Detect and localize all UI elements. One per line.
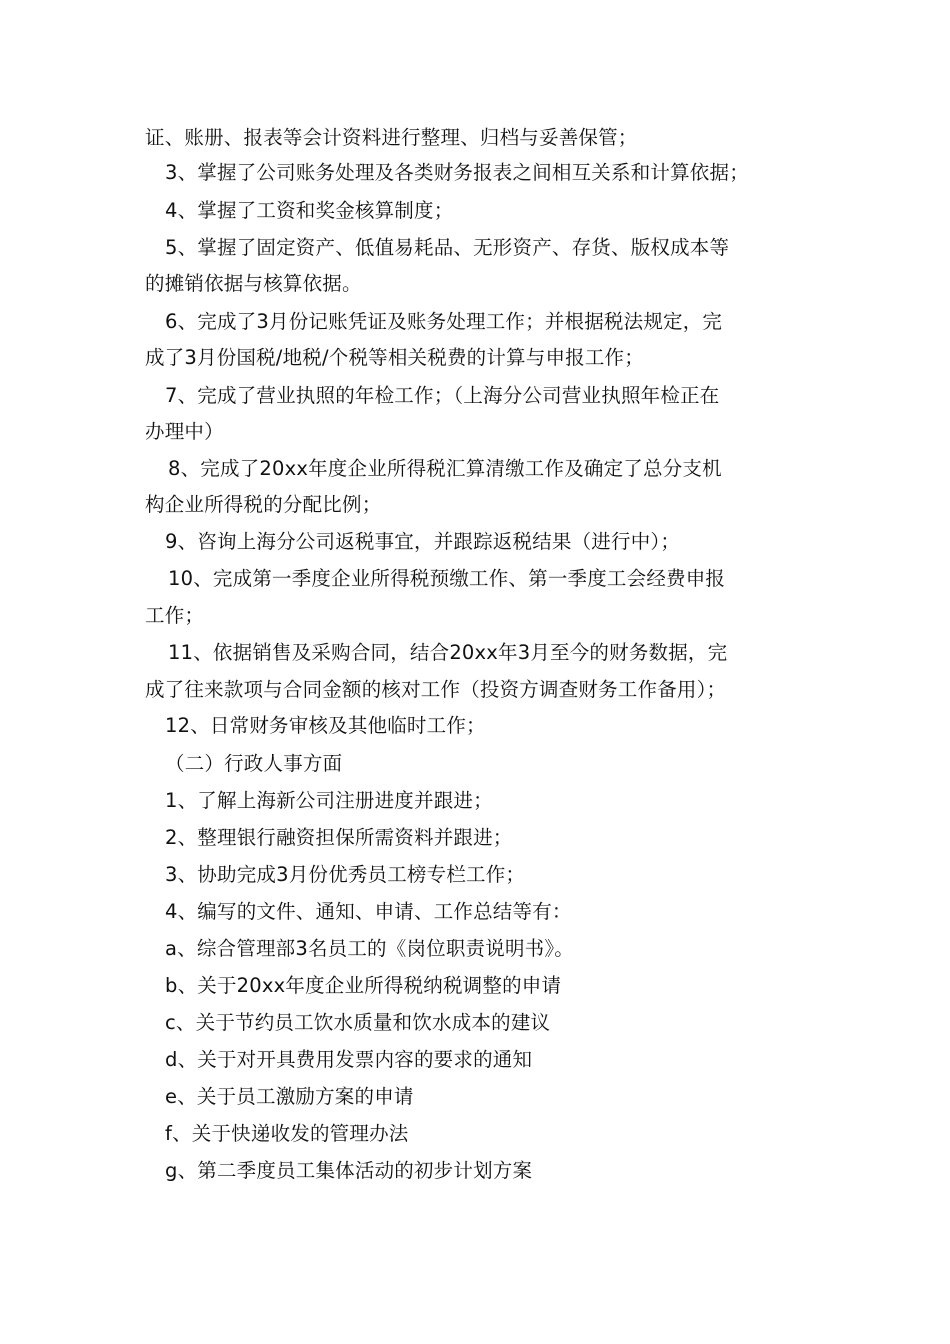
text-line: 10、完成第一季度企业所得税预缴工作、第一季度工会经费申报 [168, 567, 726, 590]
section-heading: （二）行政人事方面 [165, 752, 343, 775]
text-line: 12、日常财务审核及其他临时工作； [165, 714, 486, 737]
text-line: d、关于对开具费用发票内容的要求的通知 [165, 1048, 533, 1071]
text-line: 3、掌握了公司账务处理及各类财务报表之间相互关系和计算依据； [165, 161, 749, 184]
text-line: 的摊销依据与核算依据。 [145, 272, 362, 295]
text-line: 成了往来款项与合同金额的核对工作（投资方调查财务工作备用）； [145, 678, 727, 701]
text-line: b、关于20xx年度企业所得税纳税调整的申请 [165, 974, 562, 997]
text-line: 8、完成了20xx年度企业所得税汇算清缴工作及确定了总分支机 [168, 457, 722, 480]
text-line: 工作； [145, 604, 205, 627]
text-line: 4、掌握了工资和奖金核算制度； [165, 199, 454, 222]
text-line: e、关于员工激励方案的申请 [165, 1085, 414, 1108]
text-line: 构企业所得税的分配比例； [145, 493, 382, 516]
text-line: 证、账册、报表等会计资料进行整理、归档与妥善保管； [145, 126, 638, 149]
text-line: 2、整理银行融资担保所需资料并跟进； [165, 826, 513, 849]
text-line: 5、掌握了固定资产、低值易耗品、无形资产、存货、版权成本等 [165, 236, 730, 259]
text-line: g、第二季度员工集体活动的初步计划方案 [165, 1159, 533, 1182]
text-line: 成了3月份国税/地税/个税等相关税费的计算与申报工作； [145, 346, 644, 369]
text-line: 1、了解上海新公司注册进度并跟进； [165, 789, 493, 812]
text-line: 6、完成了3月份记账凭证及账务处理工作；并根据税法规定，完 [165, 310, 723, 333]
text-line: a、综合管理部3名员工的《岗位职责说明书》。 [165, 937, 575, 960]
text-line: 7、完成了营业执照的年检工作；（上海分公司营业执照年检正在 [165, 384, 720, 407]
text-line: c、关于节约员工饮水质量和饮水成本的建议 [165, 1011, 551, 1034]
text-line: 4、编写的文件、通知、申请、工作总结等有： [165, 900, 572, 923]
text-line: f、关于快递收发的管理办法 [165, 1122, 409, 1145]
text-line: 11、依据销售及采购合同，结合20xx年3月至今的财务数据，完 [168, 641, 728, 664]
text-line: 9、咨询上海分公司返税事宜，并跟踪返税结果（进行中）； [165, 530, 681, 553]
text-line: 办理中） [145, 420, 224, 443]
text-line: 3、协助完成3月份优秀员工榜专栏工作； [165, 863, 526, 886]
